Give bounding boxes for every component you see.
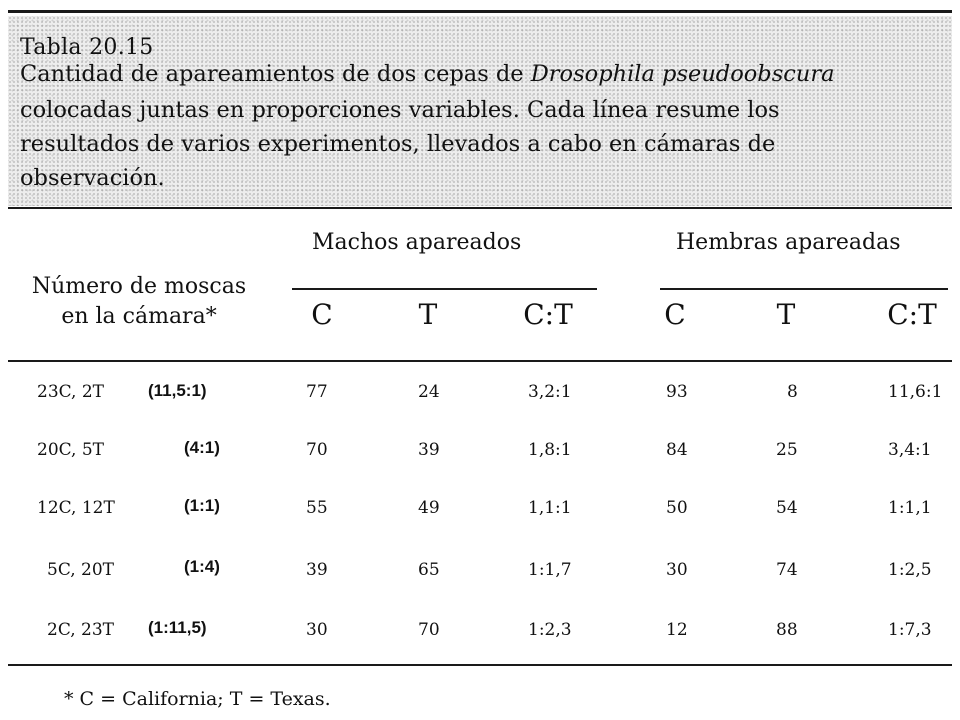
caption-line-2: colocadas juntas en proporciones variables. Cada línea resume los [20, 97, 780, 123]
cell-machos-ct: 1:2,3 [528, 620, 572, 640]
group-header-hembras: Hembras apareadas [676, 230, 901, 255]
cell-machos-t: 24 [418, 382, 440, 402]
ratio-note: (1:11,5) [148, 618, 207, 637]
cell-hembras-c: 84 [666, 440, 688, 460]
table-bottom-rule [8, 664, 952, 666]
row-header-line-1: Número de moscas [31, 274, 247, 299]
cell-hembras-ct: 11,6:1 [888, 382, 943, 402]
cell-hembras-c: 12 [666, 620, 688, 640]
cell-machos-t: 65 [418, 560, 440, 580]
row-label: 12C, 12T [37, 498, 115, 518]
ratio-note: (11,5:1) [148, 381, 207, 400]
cell-hembras-ct: 3,4:1 [888, 440, 932, 460]
row-header-line-2: en la cámara* [61, 304, 217, 329]
cell-hembras-c: 93 [666, 382, 688, 402]
cell-hembras-ct: 1:1,1 [888, 498, 932, 518]
machos-group-rule [292, 288, 597, 290]
row-label: 23C, 2T [37, 382, 104, 402]
col-header-hembras-ct: C:T [887, 298, 937, 331]
row-label: 20C, 5T [37, 440, 104, 460]
cell-machos-ct: 3,2:1 [528, 382, 572, 402]
cell-machos-t: 70 [418, 620, 440, 640]
cell-machos-c: 30 [306, 620, 328, 640]
col-header-hembras-c: C [664, 298, 686, 331]
table-title: Tabla 20.15 [20, 35, 154, 60]
cell-hembras-t: 88 [776, 620, 798, 640]
cell-machos-c: 39 [306, 560, 328, 580]
cell-machos-c: 55 [306, 498, 328, 518]
cell-hembras-t: 8 [787, 382, 798, 402]
row-header-label [14, 272, 264, 332]
cell-machos-t: 49 [418, 498, 440, 518]
ratio-note: (1:1) [184, 496, 220, 515]
top-rule [8, 10, 952, 13]
caption-line-4: observación. [20, 165, 165, 191]
cell-hembras-t: 74 [776, 560, 798, 580]
caption-line-1 [20, 61, 835, 87]
cell-hembras-c: 30 [666, 560, 688, 580]
cell-machos-ct: 1,8:1 [528, 440, 572, 460]
col-header-machos-t: T [418, 298, 438, 331]
caption-line-1-text: Cantidad de apareamientos de dos cepas de [20, 61, 531, 87]
cell-hembras-ct: 1:2,5 [888, 560, 932, 580]
cell-machos-t: 39 [418, 440, 440, 460]
row-label: 2C, 23T [47, 620, 114, 640]
footnote: * C = California; T = Texas. [64, 688, 331, 710]
cell-hembras-t: 54 [776, 498, 798, 518]
group-header-machos: Machos apareados [312, 230, 522, 255]
caption-bottom-rule [8, 207, 952, 209]
hembras-group-rule [660, 288, 948, 290]
ratio-note: (1:4) [184, 557, 220, 576]
cell-hembras-c: 50 [666, 498, 688, 518]
cell-machos-c: 70 [306, 440, 328, 460]
header-bottom-rule [8, 360, 952, 362]
ratio-note: (4:1) [184, 438, 220, 457]
cell-machos-c: 77 [306, 382, 328, 402]
species-name: Drosophila pseudoobscura [530, 61, 835, 87]
cell-machos-ct: 1:1,7 [528, 560, 572, 580]
col-header-machos-c: C [311, 298, 333, 331]
col-header-machos-ct: C:T [523, 298, 573, 331]
cell-hembras-t: 25 [776, 440, 798, 460]
cell-machos-ct: 1,1:1 [528, 498, 572, 518]
row-label: 5C, 20T [47, 560, 114, 580]
caption-line-3: resultados de varios experimentos, llevados a cabo en cámaras de [20, 131, 776, 157]
cell-hembras-ct: 1:7,3 [888, 620, 932, 640]
col-header-hembras-t: T [776, 298, 796, 331]
